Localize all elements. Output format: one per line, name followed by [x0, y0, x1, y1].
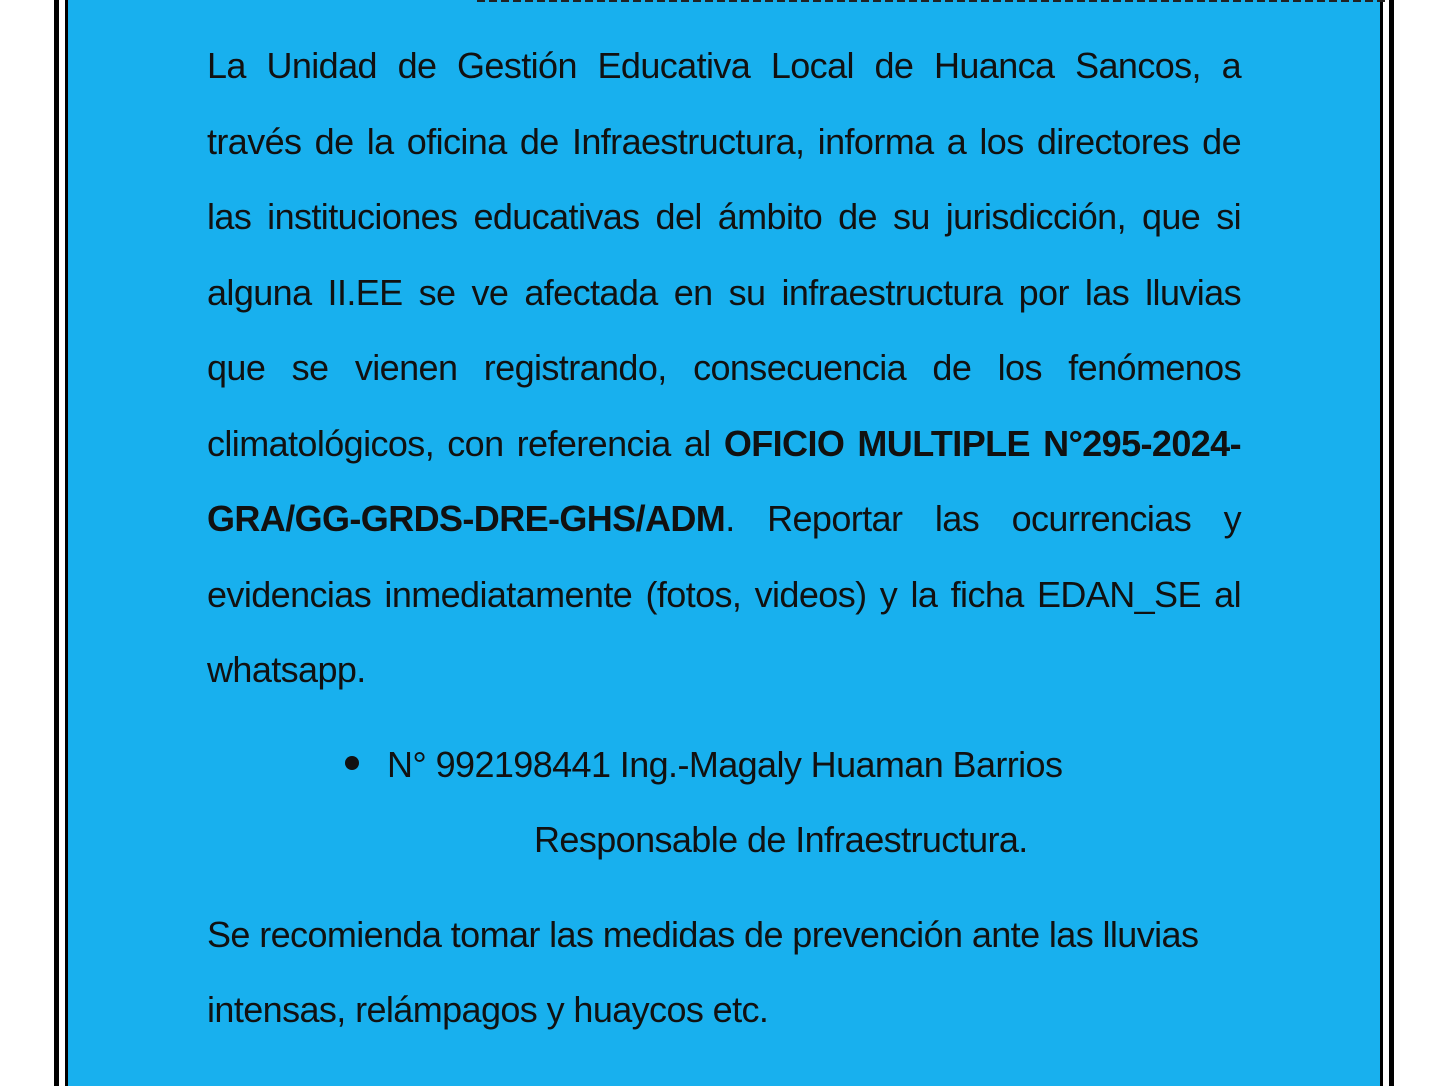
contact-item: [345, 730, 1062, 800]
recommendation-paragraph: Se recomienda tomar las medidas de prevención ante las lluvias intensas, relámpagos y huaycos etc.: [207, 914, 1199, 1030]
intro-text: La Unidad de Gestión Educativa Local de Huanca Sancos, a través de la oficina de Infraestructura, informa a los directores de las instituciones educativas del ámbito de su jurisdicción, que si alguna II.EE se ve afectada en su infraestructura por las lluvias que se vienen registrando, consecuencia de los fenómenos climatológicos, con referencia al: [207, 45, 1241, 464]
contact-phone: N° 992198441 Ing.-Magaly Huaman Barrios: [387, 744, 1063, 785]
notice-paragraph: [207, 28, 1241, 708]
bullet-icon: [345, 756, 359, 770]
contact-role: Responsable de Infraestructura.: [534, 819, 1028, 860]
reference-number: OFICIO MULTIPLE N°295-2024-GRA/GG-GRDS-DRE-GHS/ADM: [207, 422, 1241, 539]
report-instructions: . Reportar las ocurrencias y evidencias inmediatamente (fotos, videos) y la ficha EDAN_SE al whatsapp.: [207, 498, 1241, 690]
dashed-divider: [477, 0, 1385, 2]
